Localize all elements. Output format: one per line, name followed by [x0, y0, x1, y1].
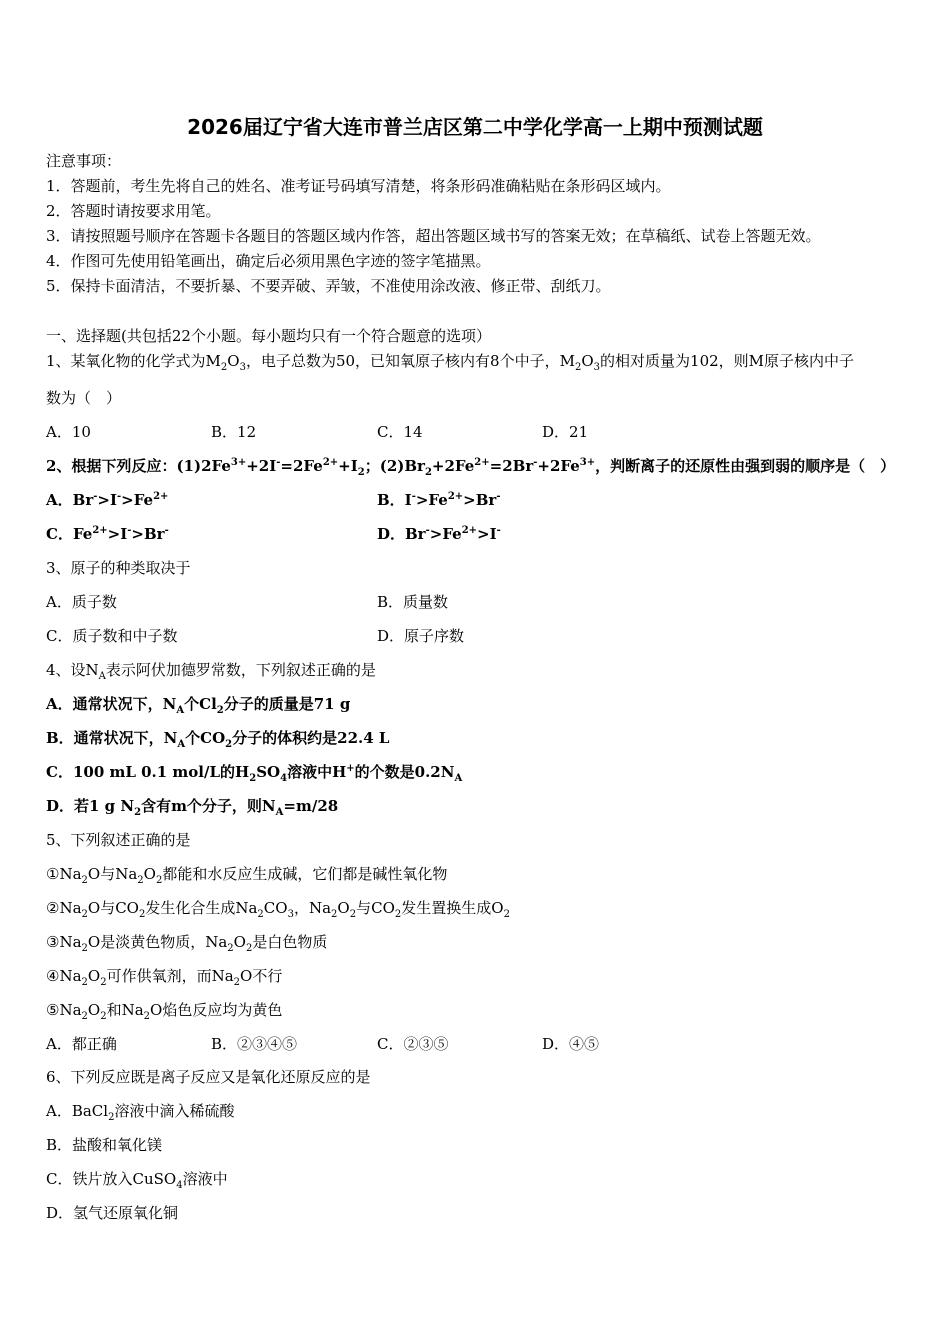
- question-2-stem: 2、根据下列反应：$(1)2Fe^{3+}+2I^-=2Fe^{2+}+I_2$；$(2)Br_2+2Fe^{2+}=2Br^-+2Fe^{3+}$，判断离子的还原性由强到弱的顺序是（ ）: [46, 457, 896, 478]
- q1-option-a[interactable]: A．10: [46, 423, 91, 441]
- notice-item-2: 2．答题时请按要求用笔。: [46, 202, 221, 220]
- q3-option-b[interactable]: B．质量数: [377, 593, 449, 611]
- q6-option-d[interactable]: D．氢气还原氧化铜: [46, 1204, 179, 1222]
- q6-option-b[interactable]: B．盐酸和氧化镁: [46, 1136, 163, 1154]
- question-6-stem: 6、下列反应既是离子反应又是氧化还原反应的是: [46, 1068, 371, 1086]
- q6-option-a[interactable]: A．BaCl$_2$溶液中滴入稀硫酸: [46, 1102, 235, 1123]
- q5-statement-2: $②Na_2O$与$CO_2$发生化合生成$Na_2CO_3$，$Na_2O_2$与$CO_2$发生置换生成$O_2$: [46, 899, 510, 920]
- q2-option-b[interactable]: B．$I^->Fe^{2+}>Br^-$: [377, 491, 501, 509]
- notice-item-5: 5．保持卡面清洁，不要折暴、不要弄破、弄皱，不准使用涂改液、修正带、刮纸刀。: [46, 277, 611, 295]
- q1-option-b[interactable]: B．12: [211, 423, 257, 441]
- q5-option-b[interactable]: B．②③④⑤: [211, 1035, 298, 1053]
- q2-option-d[interactable]: D．$Br^->Fe^{2+}>I^-$: [377, 525, 501, 543]
- q1-option-d[interactable]: D．21: [542, 423, 589, 441]
- q5-statement-4: $④Na_2O_2$可作供氧剂，而$Na_2O$不行: [46, 967, 283, 988]
- q5-option-a[interactable]: A．都正确: [46, 1035, 117, 1053]
- q5-statement-3: $③Na_2O$是淡黄色物质，$Na_2O_2$是白色物质: [46, 933, 328, 954]
- question-4-stem: 4、设$N_A$表示阿伏加德罗常数，下列叙述正确的是: [46, 661, 376, 682]
- notice-item-1: 1．答题前，考生先将自己的姓名、准考证号码填写清楚，将条形码准确粘贴在条形码区域内。: [46, 177, 671, 195]
- q4-option-b[interactable]: B．通常状况下，$N_A$个$CO_2$分子的体积约是22.4 L: [46, 729, 390, 750]
- notice-item-3: 3．请按照题号顺序在答题卡各题目的答题区域内作答，超出答题区域书写的答案无效；在草稿纸、试卷上答题无效。: [46, 227, 821, 245]
- q2-option-a[interactable]: A．$Br^->I^->Fe^{2+}$: [46, 491, 169, 509]
- q3-option-a[interactable]: A．质子数: [46, 593, 117, 611]
- q1-option-c[interactable]: C．14: [377, 423, 423, 441]
- q3-option-c[interactable]: C．质子数和中子数: [46, 627, 178, 645]
- question-1-stem-cont: 数为（ ）: [46, 389, 122, 407]
- q5-option-d[interactable]: D．④⑤: [542, 1035, 600, 1053]
- q5-statement-5: $⑤Na_2O_2$和$Na_2O$焰色反应均为黄色: [46, 1001, 283, 1022]
- q3-option-d[interactable]: D．原子序数: [377, 627, 465, 645]
- question-3-stem: 3、原子的种类取决于: [46, 559, 191, 577]
- question-1-stem: 1、某氧化物的化学式为$M_2O_3$，电子总数为50，已知氧原子核内有8个中子，$M_2O_3$的相对质量为102，则M原子核内中子: [46, 352, 855, 373]
- q5-statement-1: $①Na_2O$与$Na_2O_2$都能和水反应生成碱，它们都是碱性氧化物: [46, 865, 448, 886]
- notice-heading: 注意事项：: [46, 152, 122, 170]
- q2-option-c[interactable]: C．$Fe^{2+}>I^->Br^-$: [46, 525, 169, 543]
- question-5-stem: 5、下列叙述正确的是: [46, 831, 191, 849]
- q4-option-c[interactable]: C．100 mL 0.1 mol/L的$H_2SO_4$溶液中H+的个数是$0.2N_A$: [46, 763, 463, 784]
- notice-item-4: 4．作图可先使用铅笔画出，确定后必须用黑色字迹的签字笔描黑。: [46, 252, 491, 270]
- section-heading: 一、选择题(共包括22个小题。每小题均只有一个符合题意的选项）: [46, 327, 491, 345]
- q6-option-c[interactable]: C．铁片放入CuSO$_4$溶液中: [46, 1170, 228, 1191]
- page-title: 2026届辽宁省大连市普兰店区第二中学化学高一上期中预测试题: [187, 115, 763, 139]
- q5-option-c[interactable]: C．②③⑤: [377, 1035, 449, 1053]
- q4-option-a[interactable]: A．通常状况下，$N_A$个$Cl_2$分子的质量是71 g: [46, 695, 351, 716]
- q4-option-d[interactable]: D．若1 g $N_2$含有m个分子，则$N_A=m/28$: [46, 797, 339, 818]
